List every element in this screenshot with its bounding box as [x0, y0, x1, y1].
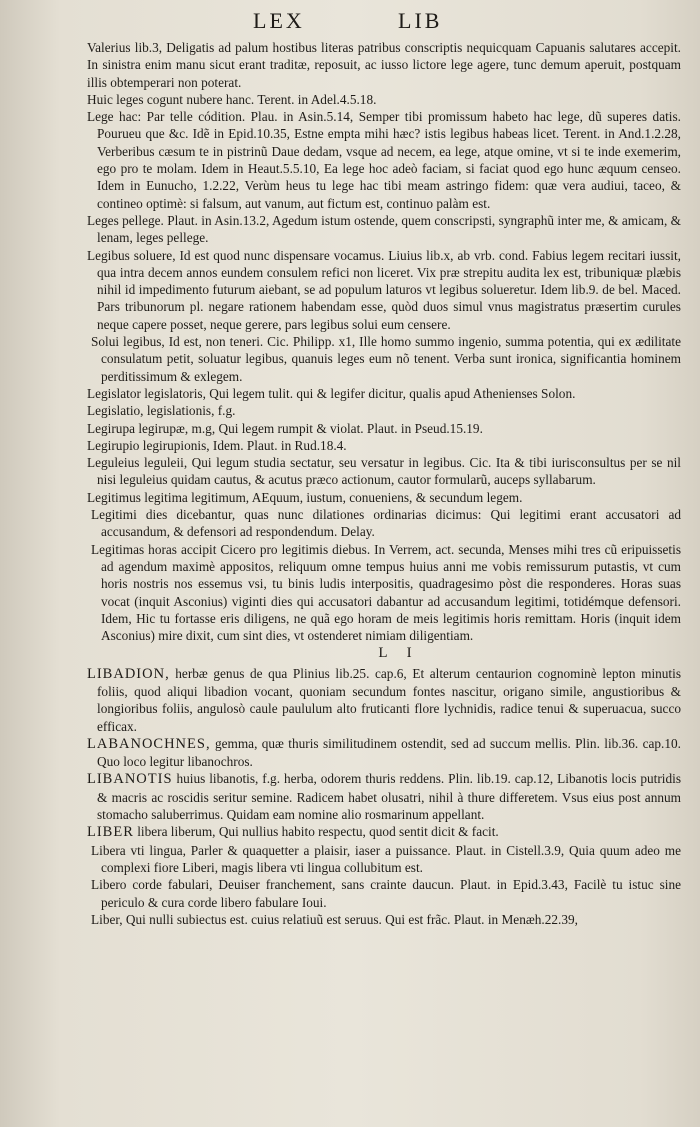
entry-paragraph: Liber, Qui nulli subiectus est. cuius relatiuũ est seruus. Qui est frãc. Plaut. in Menæh.22.39,	[91, 911, 578, 927]
entry-paragraph: Legislatio, legislationis, f.g.	[87, 403, 236, 419]
entry-paragraph: Legirupio legirupionis, Idem. Plaut. in Rud.18.4.	[87, 437, 347, 453]
entry-paragraph: Huic leges cogunt nubere hanc. Terent. in Adel.4.5.18.	[87, 91, 377, 107]
dictionary-column	[87, 39, 681, 928]
entry-paragraph: Solui legibus, Id est, non teneri. Cic. Philipp. x1, Ille homo summo ingenio, summa potentia, qui ex ædilitate consulatum petit, soluatur legibus, quanuis leges eum nõ tenent. Verba sunt ironica, significantia hominem perditissimum & exlegem.	[91, 334, 681, 384]
entry-text: herbæ genus de qua Plinius lib.25. cap.6, Et alterum centaurion cognominè lepton minutis foliis, quod aliqui libadion vocant, quoniam secundum fontes nascitur, origano simile, angustioribus & longioribus foliis, angulosò caule paululum alto fruticanti flore lychnidis, radice tenui & superuacua, succo efficax.	[97, 665, 681, 734]
entry-paragraph	[87, 823, 681, 841]
entry-paragraph: Lege hac: Par telle códition. Plau. in Asin.5.14, Semper tibi promissum habeto hac lege, dũ superes datis. Pourueu que &c. Idẽ in Epid.10.35, Estne empta mihi hæc? istis legibus habeas licet. Terent. in And.1.2.28, Verberibus cæsum te in pistrinũ Daue dedam, vsque ad necem, ea lege, atque omine, vt si te inde exemerim, ego pro te molam. Idem in Heaut.5.5.10, Ea lege hoc adeò faciam, si faciat quod ego hunc æquum censeo. Idem in Eunucho, 1.2.22, Verùm heus tu lege hac tibi meam astringo fidem: quæ vera audiui, taceo, & contineo optimè: si falsum, aut vanum, aut fictum est, continuo palàm est.	[87, 109, 681, 211]
entry-paragraph: Legitimi dies dicebantur, quas nunc dilationes ordinarias dicimus: Qui legitimi erant accusatori ad accusandum, & defensori ad respondendum. Delay.	[91, 507, 681, 540]
entry-paragraph: Legislator legislatoris, Qui legem tulit. qui & legifer dicitur, qualis apud Athenienses Solon.	[87, 385, 576, 401]
entry-text: libera liberum, Qui nullius habito respectu, quod sentit dicit & facit.	[133, 824, 499, 840]
entry-paragraph: Libero corde fabulari, Deuiser franchement, sans crainte daucun. Plaut. in Epid.3.43, Facilè tu istuc sine periculo & cura corde libero fabulare Ioui.	[91, 877, 681, 910]
entry-paragraph: Libera vti lingua, Parler & quaquetter a plaisir, iaser a puissance. Plaut. in Cistell.3.9, Quia quum adeo me complexi fiore Liberi, magis libera vti lingua collubitum est.	[91, 842, 681, 875]
entry-lemma: LIBADION,	[87, 665, 170, 682]
entry-paragraph: Legitimus legitima legitimum, AEquum, iustum, conueniens, & secundum legem.	[87, 489, 523, 505]
entry-lemma: LIBER	[87, 824, 134, 841]
entry-lemma: LABANOCHNES,	[87, 735, 211, 752]
entry-paragraph: Leges pellege. Plaut. in Asin.13.2, Agedum istum ostende, quem conscripsti, syngraphũ inter me, & amicam, & lenam, leges pellege.	[87, 212, 681, 246]
entry-paragraph: Legibus soluere, Id est quod nunc dispensare vocamus. Liuius lib.x, ab vrb. cond. Fabius legem recitari iussit, qua intra decem annos eundem consulem refici non liceret. Vix præ strepitu audita lex est, tribuniquæ plæbis nihil id impedimento futurum aiebant, se ad populum laturos vt legibus solueretur. Idem lib.9. de bel. Maced. Pars tribunorum pl. negare rationem habendam esse, quòd duos simul vnus magistratus præsertim curules neque capere posset, neque gerere, pars legibus solui eum censere.	[87, 247, 681, 332]
entry-paragraph	[87, 665, 681, 735]
entry-paragraph: Valerius lib.3, Deligatis ad palum hostibus literas patribus conscriptis nequicquam Capuanis salutares accepit. In sinistra enim manu sicut erant traditæ, reposuit, ac iusso lictore lege agere, tunc demum aperuit, postquam illis obtemperari non poterat.	[87, 40, 681, 90]
entry-text: gemma, quæ thuris similitudinem ostendit, sed ad succum mellis. Plin. lib.36. cap.10. Quo loco legitur libanochros.	[97, 735, 681, 770]
entry-paragraph: Legirupa legirupæ, m.g, Qui legem rumpit & violat. Plaut. in Pseud.15.19.	[87, 420, 483, 436]
entry-paragraph	[87, 770, 681, 823]
section-heading: L I	[378, 645, 420, 662]
entry-lemma: LIBANOTIS	[87, 771, 173, 788]
entry-paragraph: Legitimas horas accipit Cicero pro legitimis diebus. In Verrem, act. secunda, Menses mihi tres cũ eripuissetis ad agendum maximè appositos, reliquum omne tempus huius anni me vobis remissurum putastis, vt cum horis nostris nos essemus vsi, tu binis ludis interpositis, quadragesimo pòst die responderes. Horas suas vocat (inquit Asconius) viginti dies qui accusatori dabantur ad accusandum legitimi, totidémque defensori. Idem, Hic tu fortasse eris diligens, ne quã ego horam de meis legitimis horis remittam. Horis (inquit idem Asconius) mire dixit, cum sint dies, vt ostenderet nimiam diligentiam.	[91, 541, 681, 644]
header-right-word: LIB	[398, 8, 443, 33]
header-left-word: LEX	[253, 8, 305, 33]
entry-paragraph: Leguleius leguleii, Qui legum studia sectatur, seu versatur in legibus. Cic. Ita & tibi iurisconsultus per se nil nisi leguleius quidam cautus, & acutus præco actionum, cautor formularũ, auceps syllabarum.	[87, 455, 681, 488]
entry-text: huius libanotis, f.g. herba, odorem thuris reddens. Plin. lib.19. cap.12, Libanotis locis putridis & macris ac roscidis seritur semine. Radicem habet olusatri, nihil à thure differetem. Vsus eius post annum stomacho saluberrimus. Quidam eam nomine alio rosmarinum appellant.	[97, 771, 681, 823]
entry-paragraph	[87, 735, 681, 771]
running-header	[0, 4, 700, 38]
